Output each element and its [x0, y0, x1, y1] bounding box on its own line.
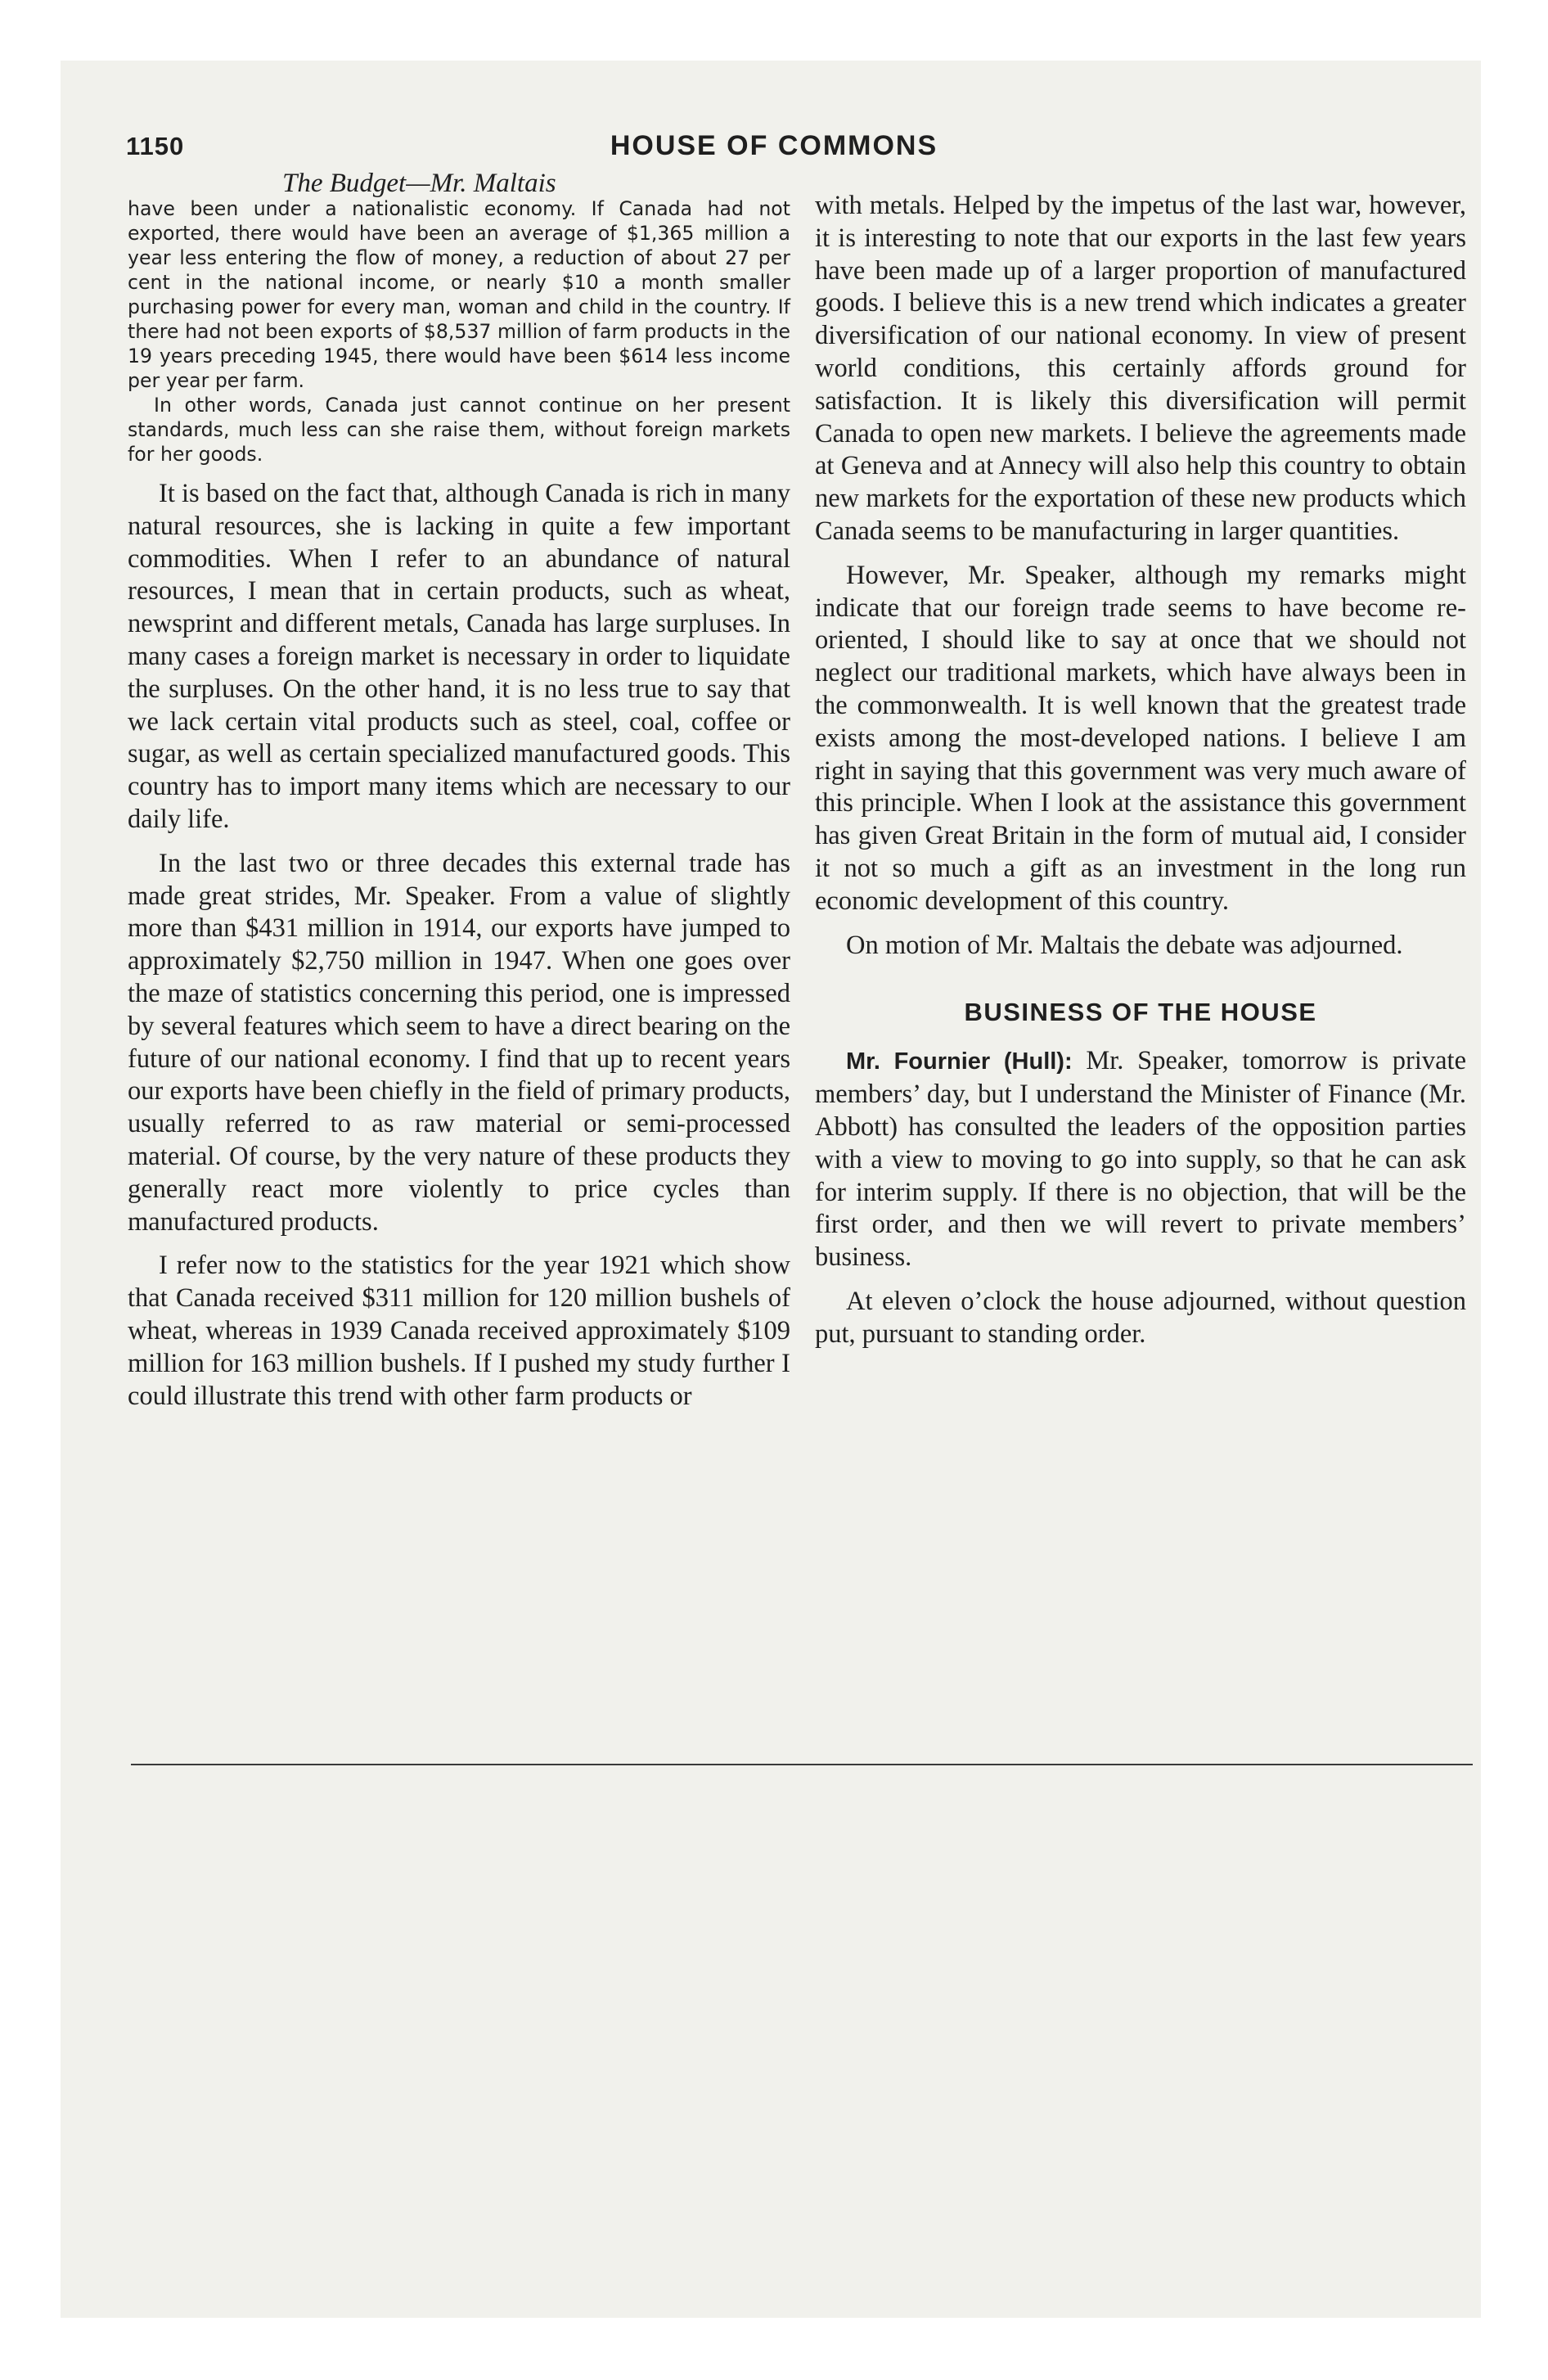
body-paragraph: It is based on the fact that, although Canada is rich in many natural resources, she is lacking in quite a few important commodities. When I refer to an abundance of natural resources, I mean that in certain products, such as wheat, newsprint and different metals, Canada has large surpluses. In many cases a foreign market is necessary in order to liquidate the surpluses. On the other hand, it is no less true to say that we lack certain vital products such as steel, coal, coffee or sugar, as well as certain specialized manufactured goods. This country has to import many items which are necessary to our daily life.	[128, 479, 790, 834]
right-column	[815, 190, 1466, 1363]
left-column	[128, 196, 790, 1424]
speaker-name: Mr. Fournier (Hull):	[846, 1048, 1073, 1075]
speech-paragraph	[815, 1045, 1466, 1274]
body-paragraph: In the last two or three decades this external trade has made great strides, Mr. Speaker. From a value of slightly more than $431 million in 1914, our exports have jumped to approximately $2,750 million in 1947. When one goes over the maze of statistics concerning this period, one is impressed by several features which seem to have a direct bearing on the future of our national economy. I find that up to recent years our exports have been chiefly in the field of primary products, usually referred to as raw material or semi-processed material. Of course, by the very nature of these products they generally react more violently to price cycles than manufactured products.	[128, 848, 790, 1237]
section-heading: BUSINESS OF THE HOUSE	[964, 998, 1317, 1027]
subhead: The Budget—Mr. Maltais	[282, 169, 556, 198]
body-paragraph: However, Mr. Speaker, although my remarks might indicate that our foreign trade seems to have become re-oriented, I should like to say at once that we should not neglect our traditional markets, which have always been in the commonwealth. It is well known that the greatest trade exists among the most-developed nations. I believe I am right in saying that this government was very much aware of this principle. When I look at the assistance this government has given Great Britain in the form of mutual aid, I consider it not so much a gift as an investment in the long run economic development of this country.	[815, 560, 1466, 916]
motion-paragraph: On motion of Mr. Maltais the debate was adjourned.	[846, 930, 1403, 960]
small-paragraph: have been under a nationalistic economy. If Canada had not exported, there would have been an average of $1,365 million a year less entering the flow of money, a reduction of about 27 per cent in the national income, or nearly $10 a month smaller purchasing power for every man, woman and child in the country. If there had not been exports of $8,537 million of farm products in the 19 years preceding 1945, there would have been $614 less income per year per farm.	[128, 197, 790, 392]
body-paragraph: I refer now to the statistics for the year 1921 which show that Canada received $311 million for 120 million bushels of wheat, whereas in 1939 Canada received approximately $109 million for 163 million bushels. If I pushed my study further I could illustrate this trend with other farm products or	[128, 1251, 790, 1411]
small-paragraph: In other words, Canada just cannot continue on her present standards, much less can she raise them, without foreign markets for her goods.	[128, 394, 790, 466]
speech-text: Mr. Speaker, tomorrow is private members’ day, but I understand the Minister of Finance (Mr. Abbott) has consulted the leaders of the opposition parties with a view to moving to go into supply, so that he can ask for interim supply. If there is no objection, that will be the first order, and then we will revert to private members’ business.	[815, 1046, 1466, 1273]
page-number: 1150	[126, 132, 185, 160]
spacer	[128, 467, 790, 478]
horizontal-rule	[131, 1764, 1473, 1765]
running-head: HOUSE OF COMMONS	[610, 130, 938, 161]
adjournment-paragraph: At eleven o’clock the house adjourned, without question put, pursuant to standing order.	[815, 1286, 1466, 1349]
body-paragraph: with metals. Helped by the impetus of the last war, however, it is interesting to note that our exports in the last few years have been made up of a larger proportion of manufactured goods. I believe this is a new trend which indicates a greater diversification of our national economy. In view of present world conditions, this certainly affords ground for satisfaction. It is likely this diversification will permit Canada to open new markets. I believe the agreements made at Geneva and at Annecy will also help this country to obtain new markets for the exportation of these new products which Canada seems to be manufacturing in larger quantities.	[815, 191, 1466, 546]
